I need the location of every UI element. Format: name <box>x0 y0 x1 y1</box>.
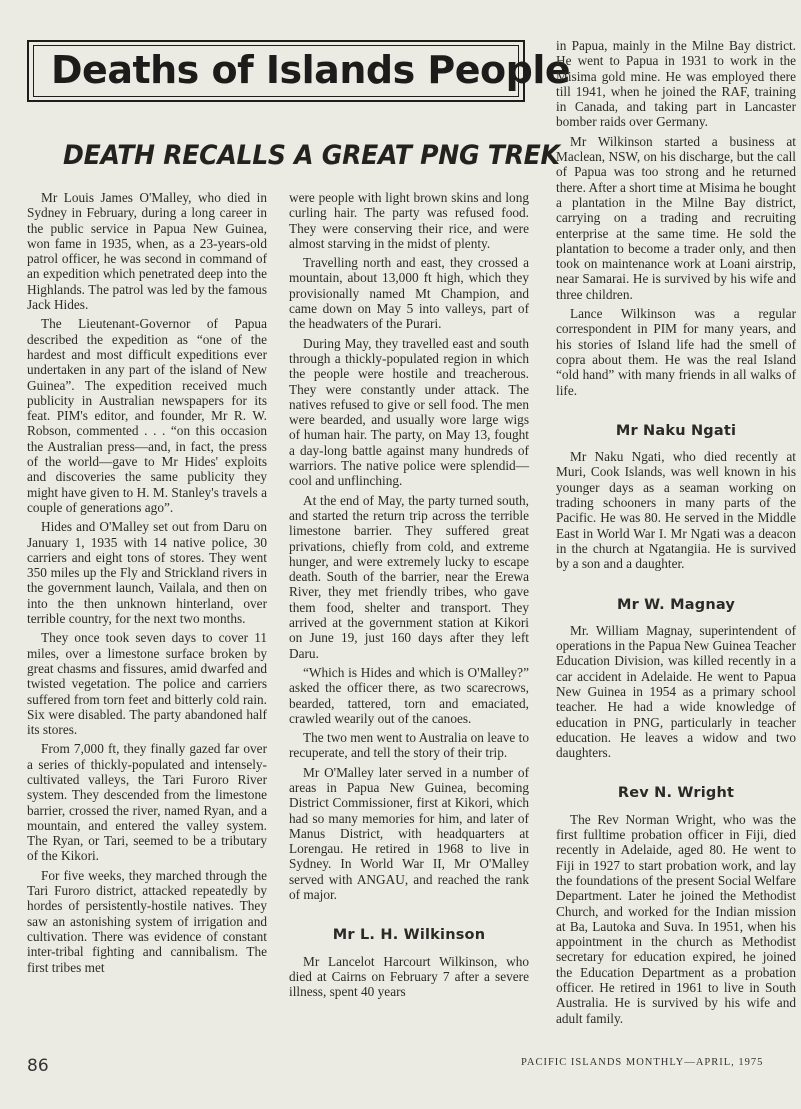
paragraph: From 7,000 ft, they finally gazed far over a series of thickly-populated and intensely-cultivated valleys, the Tari Furoro River system. They descended from the limestone barrier, crossed the river, named Ryan, and a mountain, and entered the valley system. The Ryan, or Tari, seemed to be a tributary of the Kikori. <box>27 741 267 864</box>
ngati-heading: Mr Naku Ngati <box>615 422 737 439</box>
paragraph: For five weeks, they marched through the Tari Furoro district, attacked repeatedly by hordes of persistently-hostile natives. They saw an astonishing system of irrigation and cultivation. There was evidence of constant inter-tribal fighting and cannibalism. The first tribes met <box>27 867 267 975</box>
paragraph: The Rev Norman Wright, who was the first fulltime probation officer in Fiji, died recently in Adelaide, aged 80. He went to Fiji in 1927 to start probation work, and lay the foundations of the present Social Welfare Department. Later he joined the Methodist Church, and worked for the Indian mission at Ba, Lautoka and Suva. In 1951, when his appointment in the church as Methodist secretary for education expired, he joined the Education Department as a probation officer. He retired in 1961 to live in South Australia. He is survived by his wife and adult family. <box>556 811 796 1026</box>
section-header-box <box>27 40 571 102</box>
paragraph: Mr Lancelot Harcourt Wilkinson, who died at Cairns on February 7 after a severe illness, spent 40 years <box>289 953 529 1000</box>
section-title: Deaths of Islands People <box>51 48 571 92</box>
paragraph: Mr O'Malley later served in a number of areas in Papua New Guinea, becoming District Commissioner, first at Kikori, which had so many memories for him, and later of Manus District, with headquarters at Lorengau. He retired in 1968 to live in Sydney. In World War II, Mr O'Malley served with ANGAU, and reached the rank of major. <box>289 764 529 903</box>
wright-heading: Rev N. Wright <box>617 785 735 802</box>
wilkinson-heading: Mr L. H. Wilkinson <box>332 927 486 944</box>
paragraph: Mr Wilkinson started a business at Maclean, NSW, on his discharge, but the call of Papua was too strong and he returned there. After a short time at Misima he bought a plantation in the Milne Bay district, carrying on a trading and recruiting enterprise at the same time. He sold the plantation to become a trader only, and then took on maintenance work at Loani airstrip, near Samarai. He is survived by his wife and three children. <box>556 133 796 302</box>
magnay-heading: Mr W. Magnay <box>616 596 736 613</box>
paragraph: At the end of May, the party turned south, and started the return trip across the terrible limestone barrier. They suffered great privations, chiefly from cold, and extreme hunger, and were extremely lucky to escape death. South of the barrier, near the Erewa River, they met friendly tribes, who gave them food, shelter and transport. They arrived at the government station at Kikori on June 19, just 160 days after they left Daru. <box>289 492 529 661</box>
column-3 <box>556 38 796 1030</box>
paragraph: Lance Wilkinson was a regular correspondent in PIM for many years, and his stories of Island life had the smell of copra about them. He was the real Island “old hand” with many friends in all walks of life. <box>556 306 796 398</box>
paragraph: were people with light brown skins and long curling hair. The party was refused food. They were conserving their rice, and were almost starving in the midst of plenty. <box>289 190 529 251</box>
column-2 <box>289 190 529 1004</box>
paragraph: in Papua, mainly in the Milne Bay district. He went to Papua in 1931 to work in the Misima gold mine. He was employed there till 1941, when he joined the RAF, training in Canada, and taking part in Lancaster bomber raids over Germany. <box>556 38 796 130</box>
paragraph: Hides and O'Malley set out from Daru on January 1, 1935 with 14 native police, 30 carriers and eight tons of stores. They went 350 miles up the Fly and Strickland rivers in the government launch, Vailala, and then on into the then unknown hinterland, over terrible country, for the next two months. <box>27 519 267 627</box>
paragraph: They once took seven days to cover 11 miles, over a limestone surface broken by great chasms and fissures, amid dwarfed and twisted vegetation. The police and carriers suffered from torn feet and bitterly cold rain. Six were disabled. The party abandoned half its stores. <box>27 630 267 738</box>
paragraph: Mr Louis James O'Malley, who died in Sydney in February, during a long career in the public service in Papua New Guinea, won fame in 1935, when, as a 23-years-old patrol officer, he was second in command of an expedition which penetrated deep into the Highlands. The patrol was led by the famous Jack Hides. <box>27 190 267 313</box>
paragraph: “Which is Hides and which is O'Malley?” asked the officer there, as two scarecrows, bearded, tattered, torn and emaciated, crawled wearily out of the canoes. <box>289 664 529 726</box>
page-number: 86 <box>27 1056 49 1076</box>
column-1 <box>27 190 267 979</box>
paragraph: The two men went to Australia on leave to recuperate, and tell the story of their trip. <box>289 730 529 761</box>
paragraph: The Lieutenant-Governor of Papua described the expedition as “one of the hardest and most difficult expeditions ever undertaken in any part of the island of New Guinea”. The expedition received much publicity in Australian newspapers for its feat. PIM's editor, and founder, Mr R. W. Robson, commented . . . “on this occasion the Australian press—and, in fact, the press of the world—gave to Mr Hides' exploits and discoveries the same publicity they might have given to H. M. Stanley's travels a couple of generations ago”. <box>27 316 267 515</box>
paragraph: Mr Naku Ngati, who died recently at Muri, Cook Islands, was well known in his younger days as a seaman working on trading schooners in many parts of the Pacific. He was 80. He served in the Middle East in World War I. Mr Ngati was a deacon in the church at Ngatangiia. He is survived by a son and a daughter. <box>556 449 796 572</box>
article-headline: DEATH RECALLS A GREAT PNG TREK <box>63 140 560 171</box>
paragraph: During May, they travelled east and south through a thickly-populated region in which the people were hostile and treacherous. They were constantly under attack. The natives refused to give or sell food. The men were bearded, and usually wore large wigs of human hair. The party, on May 13, fought a day-long battle against many hundreds of warriors. The native police were splendid—cool and unflinching. <box>289 335 529 489</box>
running-footer: PACIFIC ISLANDS MONTHLY—APRIL, 1975 <box>521 1057 764 1068</box>
paragraph: Travelling north and east, they crossed a mountain, about 13,000 ft high, which they provisionally named Mt Champion, and came down on May 5 into valleys, part of the headwaters of the Purari. <box>289 255 529 332</box>
paragraph: Mr. William Magnay, superintendent of operations in the Papua New Guinea Teacher Education Division, was killed recently in a car accident in Adelaide. He went to Papua New Guinea in 1954 as a primary school teacher. He had a wide knowledge of education in PNG, particularly in teacher education. He leaves a widow and two daughters. <box>556 622 796 761</box>
